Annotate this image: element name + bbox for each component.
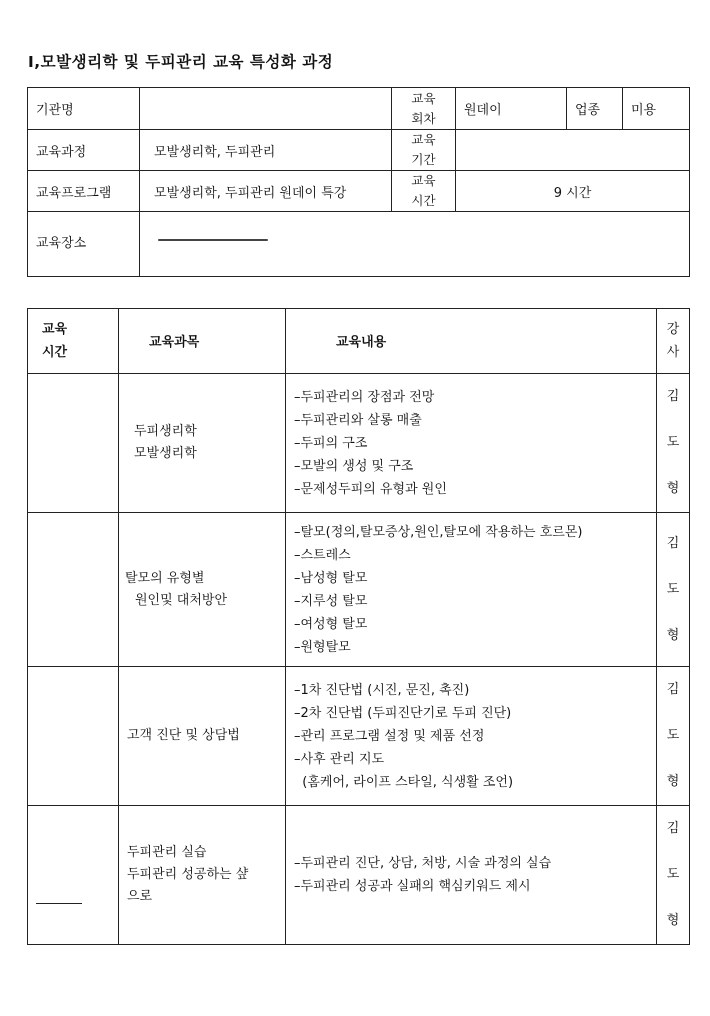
row-time xyxy=(28,374,119,513)
curriculum-row xyxy=(28,513,690,667)
header-subject: 교육과목 xyxy=(119,309,286,374)
row-subject xyxy=(119,374,286,513)
content-line: –2차 진단법 (두피진단기로 두피 진단) xyxy=(294,705,512,721)
info-row-org xyxy=(28,88,690,130)
program-value: 모발생리학, 두피관리 원데이 특강 xyxy=(140,171,392,212)
hours-value: 9 시간 xyxy=(456,171,690,212)
content-line: –관리 프로그램 설정 및 제품 선정 xyxy=(294,728,485,744)
row-subject xyxy=(119,667,286,806)
content-line: –문제성두피의 유형과 원인 xyxy=(294,481,447,497)
subject-line: 두피관리 성공하는 샾 xyxy=(127,867,249,882)
business-value: 미용 xyxy=(623,88,690,130)
redaction-mark xyxy=(158,239,268,241)
org-value xyxy=(140,88,392,130)
lecturer-char: 도 xyxy=(666,435,680,450)
hours-label xyxy=(392,171,456,212)
session-label-line: 회차 xyxy=(411,110,436,126)
content-line: –사후 관리 지도 xyxy=(294,751,385,767)
content-line: –두피의 구조 xyxy=(294,435,368,451)
curriculum-row xyxy=(28,806,690,945)
row-lecturer xyxy=(657,667,690,806)
period-label-line: 교육 xyxy=(411,132,436,147)
period-value xyxy=(456,130,690,171)
header-lecturer-line: 강 xyxy=(666,322,680,337)
subject-line: 탈모의 유형별 xyxy=(125,570,205,586)
lecturer-char: 형 xyxy=(666,627,680,643)
row-lecturer xyxy=(657,513,690,667)
content-line: –원형탈모 xyxy=(294,639,351,655)
content-line: –지루성 탈모 xyxy=(294,593,368,609)
session-value: 원데이 xyxy=(456,88,567,130)
row-subject xyxy=(119,806,286,945)
session-label-line: 교육 xyxy=(411,90,436,106)
row-content xyxy=(286,374,657,513)
lecturer-char: 김 xyxy=(666,821,680,836)
row-lecturer xyxy=(657,806,690,945)
content-line: –남성형 탈모 xyxy=(294,570,368,586)
header-time-line: 시간 xyxy=(42,345,68,360)
lecturer-char: 형 xyxy=(666,774,680,789)
curriculum-row xyxy=(28,667,690,806)
program-label: 교육프로그램 xyxy=(28,171,140,212)
subject-line: 원인및 대처방안 xyxy=(135,592,228,608)
header-content: 교육내용 xyxy=(286,309,657,374)
place-value xyxy=(140,212,690,277)
content-line: –두피관리의 장점과 전망 xyxy=(294,389,435,405)
content-line: –두피관리 성공과 실패의 핵심키워드 제시 xyxy=(294,879,531,894)
content-line: –두피관리와 살롱 매출 xyxy=(294,412,422,428)
subject-line: 으로 xyxy=(127,889,153,904)
lecturer-char: 도 xyxy=(666,867,680,882)
lecturer-char: 김 xyxy=(666,682,680,697)
row-subject xyxy=(119,513,286,667)
content-line: –두피관리 진단, 상담, 처방, 시술 과정의 실습 xyxy=(294,856,552,871)
period-label-line: 기간 xyxy=(411,152,436,167)
place-label: 교육장소 xyxy=(28,212,140,277)
curriculum-table xyxy=(27,308,690,945)
org-label: 기관명 xyxy=(28,88,140,130)
row-content xyxy=(286,513,657,667)
curriculum-header-row xyxy=(28,309,690,374)
document-title: Ⅰ,모발생리학 및 두피관리 교육 특성화 과정 xyxy=(28,53,334,71)
lecturer-char: 김 xyxy=(666,535,680,551)
content-line: –스트레스 xyxy=(294,547,351,563)
row-time xyxy=(28,667,119,806)
content-line: –모발의 생성 및 구조 xyxy=(294,458,414,474)
content-line: –1차 진단법 (시진, 문진, 촉진) xyxy=(294,682,470,698)
subject-line: 두피생리학 xyxy=(134,424,197,439)
course-label: 교육과정 xyxy=(28,130,140,171)
hours-label-line: 교육 xyxy=(411,173,436,188)
header-lecturer xyxy=(657,309,690,374)
lecturer-char: 김 xyxy=(666,389,680,404)
header-time-line: 교육 xyxy=(42,322,68,337)
curriculum-row xyxy=(28,374,690,513)
lecturer-char: 도 xyxy=(666,581,680,597)
course-value: 모발생리학, 두피관리 xyxy=(140,130,392,171)
session-label xyxy=(392,88,456,130)
info-row-place xyxy=(28,212,690,277)
row-time xyxy=(28,806,119,945)
lecturer-char: 형 xyxy=(666,481,680,496)
row-lecturer xyxy=(657,374,690,513)
info-row-course xyxy=(28,130,690,171)
row-content xyxy=(286,667,657,806)
content-line: –여성형 탈모 xyxy=(294,616,368,632)
row-time xyxy=(28,513,119,667)
business-label: 업종 xyxy=(567,88,623,130)
content-line: –탈모(정의,탈모증상,원인,탈모에 작용하는 호르몬) xyxy=(294,524,583,540)
header-lecturer-line: 사 xyxy=(666,345,680,360)
course-info-table xyxy=(27,87,690,277)
subject-line: 두피관리 실습 xyxy=(127,845,207,860)
lecturer-char: 도 xyxy=(666,728,680,743)
content-line: (홈케어, 라이프 스타일, 식생활 조언) xyxy=(294,774,514,790)
info-row-program xyxy=(28,171,690,212)
hours-label-line: 시간 xyxy=(411,193,436,208)
time-blank-line xyxy=(36,903,82,904)
subject-line: 모발생리학 xyxy=(134,446,197,461)
row-content xyxy=(286,806,657,945)
header-time xyxy=(28,309,119,374)
lecturer-char: 형 xyxy=(666,913,680,928)
period-label xyxy=(392,130,456,171)
subject-line: 고객 진단 및 상담법 xyxy=(127,728,240,743)
